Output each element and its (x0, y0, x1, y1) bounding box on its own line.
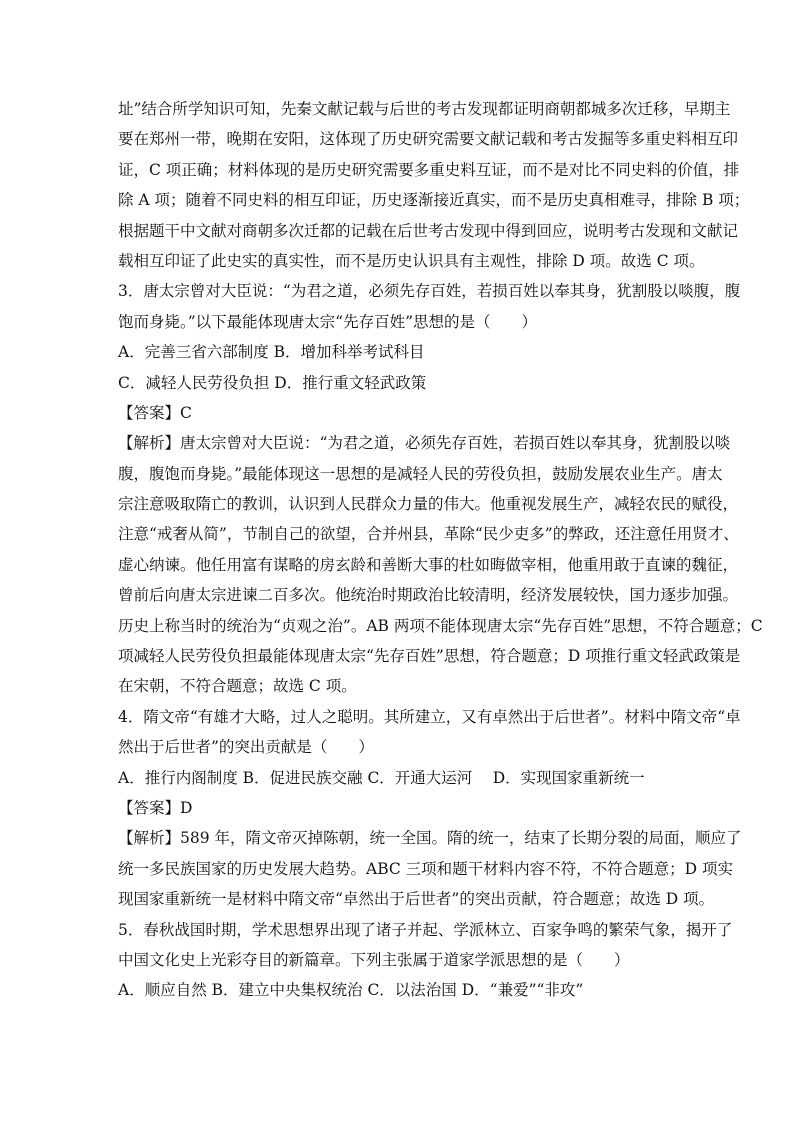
text-line: 证，C 项正确；材料体现的是历史研究需要多重史料互证，而不是对比不同史料的价值，排 (118, 160, 740, 179)
question-3-analysis: 宗注意吸取隋亡的教训，认识到人民群众力量的伟大。他重视发展生产，减轻农民的赋役， (118, 495, 739, 514)
question-3-analysis: 注意“戒奢从简”，节制自己的欲望，合并州县，革除“民少吏多”的弊政，还注意任用贤才、 (118, 525, 739, 544)
question-3-analysis: 腹，腹饱而身毙。”最能体现这一思想的是减轻人民的劳役负担，鼓励发展农业生产。唐太 (118, 464, 723, 483)
question-4-analysis: 统一多民族国家的历史发展大趋势。ABC 三项和题干材料内容不符，不符合题意；D 项实 (118, 859, 734, 878)
question-3-answer: 【答案】C (118, 403, 192, 422)
question-4-options: A．推行内阁制度 B．促进民族交融 C．开通大运河 D．实现国家重新统一 (118, 768, 645, 787)
question-4-analysis: 现国家重新统一是材料中隋文帝“卓然出于后世者”的突出贡献，符合题意；故选 D 项。 (118, 890, 715, 909)
question-3-analysis: 项减轻人民劳役负担最能体现唐太宗“先存百姓”思想，符合题意；D 项推行重文轻武政策是 (118, 647, 741, 666)
question-3-analysis: 虚心纳谏。他任用富有谋略的房玄龄和善断大事的杜如晦做宰相，他重用敢于直谏的魏征， (118, 555, 739, 574)
question-4-stem: 4．隋文帝“有雄才大略，过人之聪明。其所建立，又有卓然出于后世者”。材料中隋文帝“卓 (118, 707, 741, 726)
question-5-stem: 5．春秋战国时期，学术思想界出现了诸子并起、学派林立、百家争鸣的繁荣气象，揭开了 (118, 920, 733, 939)
document-body (118, 94, 763, 1006)
question-3-analysis: 历史上称当时的统治为“贞观之治”。AB 两项不能体现唐太宗“先存百姓”思想，不符合题意；C (118, 616, 763, 635)
text-line: 根据题干中文献对商朝多次迁都的记载在后世考古发现中得到回应，说明考古发现和文献记 (118, 221, 739, 240)
text-line: 除 A 项；随着不同史料的相互印证，历史逐渐接近真实，而不是历史真相难寻，排除 B 项； (118, 191, 750, 210)
question-4-stem: 然出于后世者”的突出贡献是（ ） (118, 738, 374, 757)
question-3-options: A．完善三省六部制度 B．增加科举考试科目 (118, 343, 425, 362)
question-3-stem: 3．唐太宗曾对大臣说：“为君之道，必须先存百姓，若损百姓以奉其身，犹割股以啖腹，腹 (118, 282, 741, 301)
question-3-stem: 饱而身毙。”以下最能体现唐太宗“先存百姓”思想的是（ ） (118, 312, 538, 331)
text-line: 要在郑州一带，晚期在安阳，这体现了历史研究需要文献记载和考古发掘等多重史料相互印 (118, 130, 739, 149)
question-3-analysis: 【解析】唐太宗曾对大臣说：“为君之道，必须先存百姓，若损百姓以奉其身，犹割股以啖 (118, 434, 731, 453)
question-3-analysis: 在宋朝，不符合题意；故选 C 项。 (118, 677, 357, 696)
question-3-options: C．减轻人民劳役负担 D．推行重文轻武政策 (118, 373, 427, 392)
question-4-answer: 【答案】D (118, 798, 193, 817)
text-line: 载相互印证了此史实的真实性，而不是历史认识具有主观性，排除 D 项。故选 C 项。 (118, 251, 705, 270)
question-5-options: A．顺应自然 B．建立中央集权统治 C．以法治国 D．“兼爱”“非攻” (118, 981, 584, 1000)
text-line: 址”结合所学知识可知，先秦文献记载与后世的考古发现都证明商朝都城多次迁移，早期主 (118, 100, 731, 118)
question-3-analysis: 曾前后向唐太宗进谏二百多次。他统治时期政治比较清明，经济发展较快，国力逐步加强。 (118, 586, 739, 605)
question-5-stem: 中国文化史上光彩夺目的新篇章。下列主张属于道家学派思想的是（ ） (118, 950, 630, 969)
question-4-analysis: 【解析】589 年，隋文帝灭掉陈朝，统一全国。隋的统一，结束了长期分裂的局面，顺应了 (118, 829, 742, 848)
